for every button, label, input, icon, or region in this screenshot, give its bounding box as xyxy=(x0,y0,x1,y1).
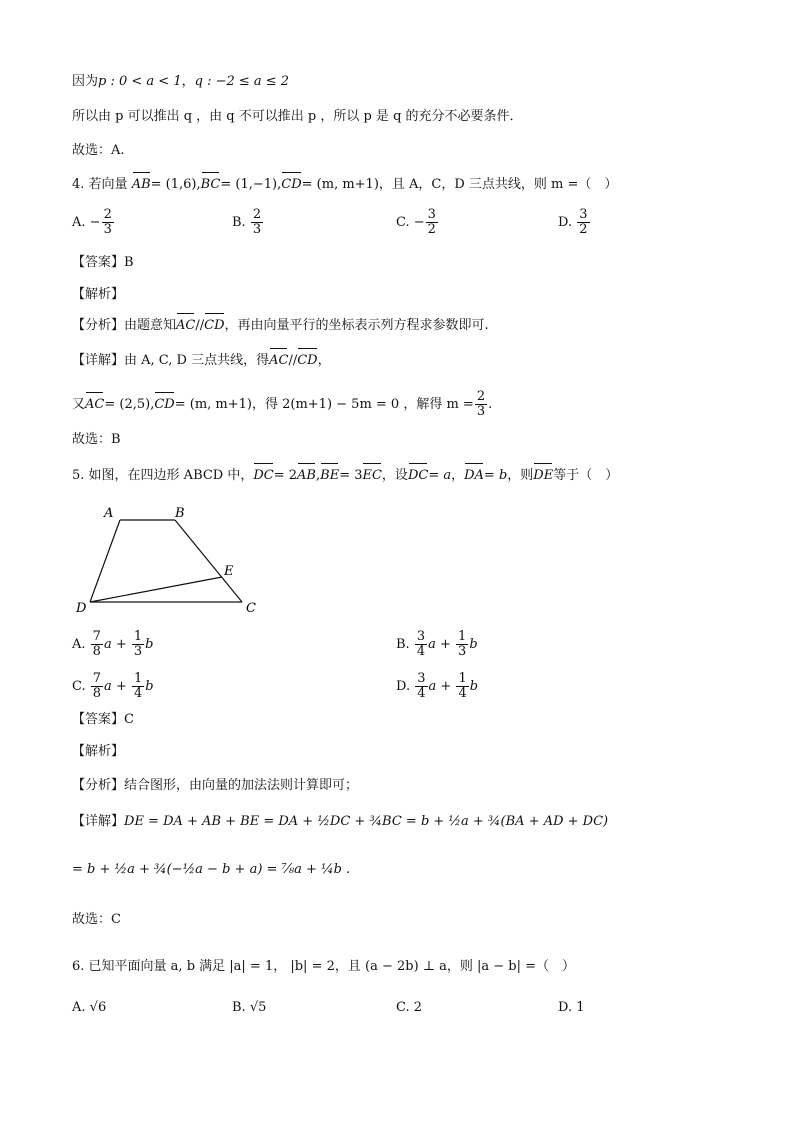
numerator: 1 xyxy=(133,671,143,686)
vec-cd: CD xyxy=(154,395,174,415)
vec-ac: AC xyxy=(85,395,104,415)
q6-option-d[interactable] xyxy=(558,998,585,1018)
option-label: D. xyxy=(558,1000,573,1015)
then-text: ，则 xyxy=(507,468,534,483)
detail-post: ， xyxy=(317,353,331,368)
answer-tag: 【答案】 xyxy=(72,712,125,727)
numerator: 2 xyxy=(476,389,486,404)
eq-text: = 3 xyxy=(339,468,363,483)
numerator: 3 xyxy=(427,207,436,222)
option-label: A. xyxy=(72,1000,86,1015)
separator: , xyxy=(316,468,321,483)
vec-de: DE xyxy=(533,466,553,486)
numerator: 7 xyxy=(92,671,102,686)
label-e: E xyxy=(224,564,234,579)
option-value: 2 xyxy=(413,1000,423,1015)
label-c: C xyxy=(246,601,256,615)
fenxi-tag: 【分析】 xyxy=(72,778,125,793)
numerator: 1 xyxy=(458,629,467,644)
var-a: a xyxy=(428,637,436,652)
q6-option-a[interactable] xyxy=(72,998,106,1018)
option-sign: − xyxy=(413,215,425,230)
q5-answer xyxy=(72,710,134,730)
fraction xyxy=(456,630,468,659)
q4-val-bc: = (1,−1), xyxy=(220,177,282,192)
label-d: D xyxy=(76,601,87,615)
quadrilateral-figure xyxy=(70,500,270,615)
fraction xyxy=(91,630,103,659)
detail-pre: 又 xyxy=(72,397,86,412)
period: . xyxy=(488,397,493,412)
denominator: 3 xyxy=(458,644,467,659)
denominator: 3 xyxy=(133,644,143,659)
label-b: B xyxy=(175,506,185,521)
fraction xyxy=(426,208,438,237)
q4-fenxi xyxy=(72,316,489,336)
fraction xyxy=(251,208,263,237)
segment-de xyxy=(90,577,222,602)
q4-detail-1 xyxy=(72,351,331,371)
denominator: 4 xyxy=(417,686,426,701)
q5-option-d[interactable]: D. $\frac{3}{4}$ a + $\frac{1}{4}$ b xyxy=(396,671,479,701)
option-value: √5 xyxy=(249,1000,267,1015)
vec-cd: CD xyxy=(204,316,224,336)
q4-stem-post: ，且 A，C，D 三点共线，则 m =（ ） xyxy=(378,177,618,192)
denominator: 3 xyxy=(252,222,262,237)
parallel-sign: // xyxy=(195,318,205,333)
option-sign: − xyxy=(89,215,101,230)
comma: ， xyxy=(451,468,465,483)
numerator: 2 xyxy=(103,207,112,222)
option-value: 1 xyxy=(576,1000,585,1015)
q5-final-answer: 故选：C xyxy=(72,912,121,927)
var-b: b xyxy=(145,637,154,652)
denominator: 4 xyxy=(458,686,467,701)
q5-option-c[interactable]: C. $\frac{7}{8}$ a + $\frac{1}{4}$ b xyxy=(72,671,154,701)
q6-option-b[interactable] xyxy=(232,998,266,1018)
numerator: 7 xyxy=(92,629,101,644)
vec-be: BE xyxy=(320,466,339,486)
denominator: 3 xyxy=(476,404,486,419)
edge-da xyxy=(90,520,120,602)
numerator: 1 xyxy=(133,629,143,644)
label-a: A xyxy=(104,506,114,521)
q6-stem-text: 已知平面向量 a, b 满足 |a| = 1， |b| = 2，且 (a − 2b) ⊥ a，则 |a − b| =（ ） xyxy=(88,959,576,974)
var-a: a xyxy=(103,637,112,652)
denominator: 8 xyxy=(92,686,102,701)
answer-tag: 【答案】 xyxy=(72,255,125,270)
fraction xyxy=(102,208,114,237)
option-label: C. xyxy=(396,1000,410,1015)
var-a: a xyxy=(428,679,437,694)
detail-equation: ，得 2(m+1) − 5m = 0 ，解得 m = xyxy=(251,397,474,412)
vec-ac: AC xyxy=(176,316,195,336)
option-label: D. xyxy=(558,215,573,230)
fenxi-pre: 由题意知 xyxy=(124,318,177,333)
numerator: 1 xyxy=(458,671,467,686)
q4-option-b[interactable] xyxy=(232,208,264,237)
q5-detail-1 xyxy=(72,812,608,832)
q5-stem-pre: 如图，在四边形 ABCD 中， xyxy=(88,468,254,483)
vec-ac-value: = (2,5), xyxy=(104,397,155,412)
vec-cd: CD xyxy=(281,175,301,195)
condition-sep: ， xyxy=(181,74,195,89)
q6-number: 6. xyxy=(72,959,85,974)
q4-val-cd: = (m, m+1) xyxy=(301,177,379,192)
parallel-sign: // xyxy=(288,353,298,368)
vec-ab: AB xyxy=(132,175,151,195)
fraction xyxy=(415,630,427,659)
fraction xyxy=(456,672,468,701)
var-a: a xyxy=(104,679,112,694)
option-value: √6 xyxy=(89,1000,107,1015)
deduction-line: 所以由 p 可以推出 q ，由 q 不可以推出 p ，所以 p 是 q 的充分不必要条件． xyxy=(72,109,523,124)
condition-intro: 因为 xyxy=(72,74,99,89)
option-label: B. xyxy=(232,1000,246,1015)
q5-detail-2: = b + ½a + ¾(−½a − b + a) = ⅞a + ¼b . xyxy=(72,862,351,877)
vec-ab: AB xyxy=(297,466,316,486)
numerator: 3 xyxy=(417,671,426,686)
vec-ec: EC xyxy=(362,466,381,486)
condition-q: q : −2 ≤ a ≤ 2 xyxy=(194,74,290,89)
fraction xyxy=(475,390,487,419)
vec-da: DA xyxy=(464,466,484,486)
option-label: A. xyxy=(72,637,86,652)
detail-tag: 【详解】 xyxy=(72,353,125,368)
denominator: 8 xyxy=(92,644,101,659)
q4-final-answer: 故选：B xyxy=(72,432,121,447)
q4-analysis-tag: 【解析】 xyxy=(72,287,125,302)
q3-final-answer: 故选：A. xyxy=(72,143,125,158)
denominator: 4 xyxy=(416,644,426,659)
option-label: B. xyxy=(232,215,246,230)
vec-dc: DC xyxy=(253,466,273,486)
q5-option-a[interactable]: A. $\frac{7}{8}$ a + $\frac{1}{3}$ b xyxy=(72,629,154,659)
fraction xyxy=(577,208,589,237)
q6-stem xyxy=(72,957,575,977)
q6-option-c[interactable] xyxy=(396,998,422,1018)
eq-a: = a xyxy=(428,468,452,483)
q5-stem xyxy=(72,466,618,486)
eq-text: = 2 xyxy=(273,468,298,483)
fenxi-tag: 【分析】 xyxy=(72,318,125,333)
vec-cd: CD xyxy=(297,351,317,371)
detail-equation-1: DE = DA + AB + BE = DA + ½DC + ¾BC = b + ½a + ¾(BA + AD + DC) xyxy=(124,814,609,829)
denominator: 3 xyxy=(103,222,112,237)
fenxi-post: ，再由向量平行的坐标表示列方程求参数即可. xyxy=(224,318,489,333)
q4-val-ab: = (1,6), xyxy=(150,177,201,192)
vec-bc: BC xyxy=(201,175,221,195)
detail-pre: 由 A, C, D 三点共线，得 xyxy=(124,353,270,368)
option-label: C. xyxy=(72,679,86,694)
numerator: 2 xyxy=(252,207,262,222)
vec-ac: AC xyxy=(269,351,288,371)
q4-answer xyxy=(72,253,134,273)
q4-stem xyxy=(72,175,617,195)
option-label: A. xyxy=(72,215,86,230)
option-label: D. xyxy=(396,679,411,694)
q4-detail-2 xyxy=(72,390,492,419)
denominator: 2 xyxy=(427,222,436,237)
option-label: C. xyxy=(396,215,410,230)
fraction xyxy=(91,672,103,701)
q4-number: 4. xyxy=(72,177,85,192)
q5-option-b[interactable]: B. $\frac{3}{4}$ a + $\frac{1}{3}$ b xyxy=(396,629,478,659)
var-b: b xyxy=(469,679,479,694)
fraction xyxy=(132,672,144,701)
numerator: 3 xyxy=(416,629,426,644)
fenxi-text: 结合图形，由向量的加法法则计算即可； xyxy=(124,778,359,793)
eq-b: = b xyxy=(483,468,508,483)
denominator: 4 xyxy=(133,686,143,701)
edge-bc xyxy=(175,520,242,602)
q4-option-c[interactable] xyxy=(396,208,439,237)
q4-stem-pre: 若向量 xyxy=(88,177,128,192)
q5-stem-post: 等于（ ） xyxy=(553,468,619,483)
vec-cd-value: = (m, m+1) xyxy=(174,397,252,412)
q4-option-d[interactable] xyxy=(558,208,591,237)
fraction xyxy=(132,630,144,659)
detail-tag: 【详解】 xyxy=(72,814,125,829)
condition-line xyxy=(72,72,289,92)
fraction xyxy=(415,672,427,701)
answer-value: B xyxy=(124,255,134,270)
set-text: ，设 xyxy=(381,468,408,483)
var-b: b xyxy=(145,679,154,694)
numerator: 3 xyxy=(579,207,588,222)
q5-analysis-tag: 【解析】 xyxy=(72,744,125,759)
q5-number: 5. xyxy=(72,468,85,483)
denominator: 2 xyxy=(579,222,588,237)
condition-p: p : 0 < a < 1 xyxy=(98,74,182,89)
option-label: B. xyxy=(396,637,410,652)
q5-fenxi xyxy=(72,776,358,796)
vec-dc: DC xyxy=(408,466,428,486)
answer-value: C xyxy=(124,712,134,727)
var-b: b xyxy=(469,637,478,652)
q4-option-a[interactable] xyxy=(72,208,115,237)
